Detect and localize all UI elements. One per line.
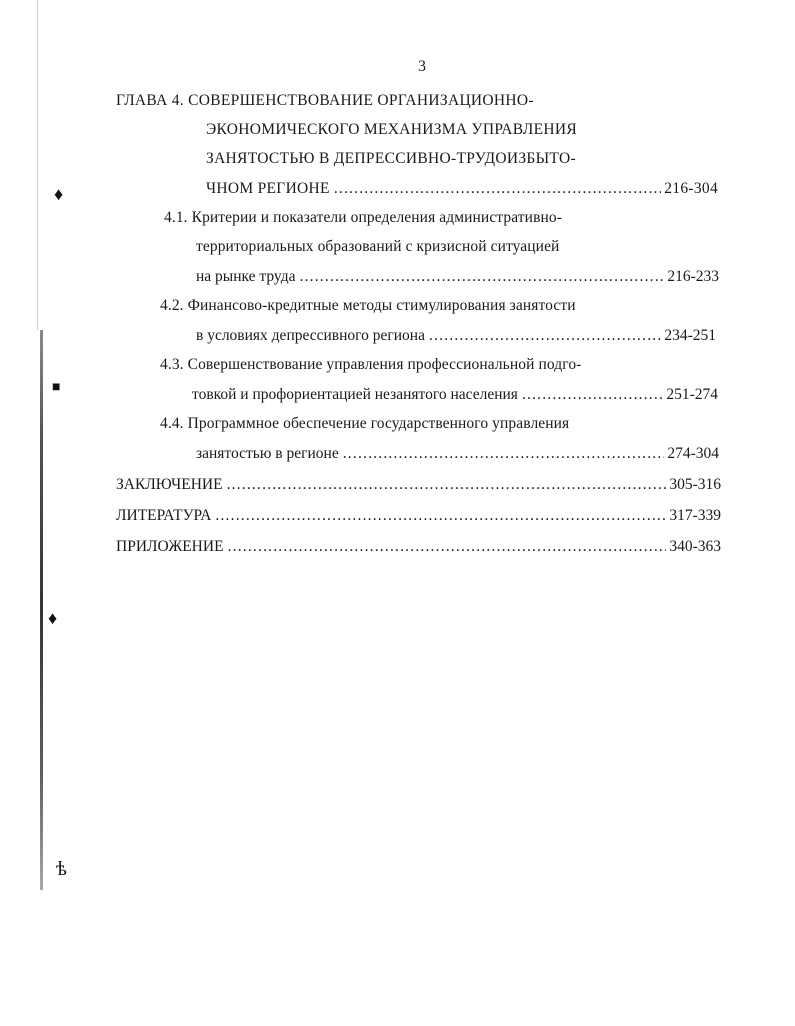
section-last-line bbox=[196, 445, 719, 463]
toc-conclusion[interactable] bbox=[116, 476, 721, 494]
chapter-title-last-line: ЧНОМ РЕГИОНЕ bbox=[206, 180, 330, 197]
binding-mark-2: ■ bbox=[52, 380, 61, 395]
chapter-title-line-1: ГЛАВА 4. СОВЕРШЕНСТВОВАНИЕ ОРГАНИЗАЦИОННО- bbox=[116, 92, 534, 109]
dot-leader bbox=[343, 445, 665, 463]
entry-label: ПРИЛОЖЕНИЕ bbox=[116, 538, 224, 555]
section-line-1: 4.3. Совершенствование управления профессиональной подго- bbox=[160, 356, 582, 373]
chapter-title-line-4 bbox=[206, 180, 718, 198]
section-line-3: на рынке труда bbox=[196, 268, 296, 285]
section-pages: 274-304 bbox=[667, 445, 719, 462]
section-pages: 216-233 bbox=[667, 268, 719, 285]
section-line-1: 4.2. Финансово-кредитные методы стимулирования занятости bbox=[160, 297, 576, 314]
dot-leader bbox=[334, 180, 661, 198]
chapter-title-line-2: ЭКОНОМИЧЕСКОГО МЕХАНИЗМА УПРАВЛЕНИЯ bbox=[206, 121, 578, 138]
entry-pages: 317-339 bbox=[669, 507, 721, 524]
section-line-2: территориальных образований с кризисной ситуацией bbox=[196, 238, 560, 255]
binding-mark-3: ♦ bbox=[48, 608, 58, 628]
entry-label: ЛИТЕРАТУРА bbox=[116, 507, 212, 524]
section-pages: 251-274 bbox=[666, 386, 718, 403]
section-pages: 234-251 bbox=[664, 327, 716, 344]
section-line-2: в условиях депрессивного региона bbox=[196, 327, 425, 344]
entry-pages: 305-316 bbox=[669, 476, 721, 493]
section-line-2: товкой и профориентацией незанятого населения bbox=[192, 386, 518, 403]
dot-leader bbox=[299, 268, 664, 286]
section-last-line bbox=[196, 268, 719, 286]
binding-mark-1: ♦ bbox=[54, 184, 64, 204]
chapter-pages: 216-304 bbox=[664, 180, 718, 197]
section-line-2: занятостью в регионе bbox=[196, 445, 339, 462]
entry-label: ЗАКЛЮЧЕНИЕ bbox=[116, 476, 223, 493]
toc-appendix[interactable] bbox=[116, 538, 721, 556]
section-line-1: 4.4. Программное обеспечение государственного управления bbox=[160, 415, 570, 432]
section-last-line bbox=[196, 327, 716, 345]
dot-leader bbox=[227, 476, 667, 494]
dot-leader bbox=[429, 327, 661, 345]
section-last-line bbox=[192, 386, 718, 404]
chapter-title-line-3: ЗАНЯТОСТЬЮ В ДЕПРЕССИВНО-ТРУДОИЗБЫТО- bbox=[206, 150, 576, 167]
binding-mark-4: ѣ bbox=[56, 858, 67, 880]
dot-leader bbox=[215, 507, 666, 525]
dot-leader bbox=[522, 386, 663, 404]
page-number: 3 bbox=[418, 58, 426, 75]
dot-leader bbox=[228, 538, 667, 556]
section-line-1: 4.1. Критерии и показатели определения административно- bbox=[164, 209, 562, 226]
scan-edge bbox=[40, 330, 43, 890]
scan-edge-top bbox=[37, 0, 38, 330]
entry-pages: 340-363 bbox=[669, 538, 721, 555]
toc-literature[interactable] bbox=[116, 507, 721, 525]
